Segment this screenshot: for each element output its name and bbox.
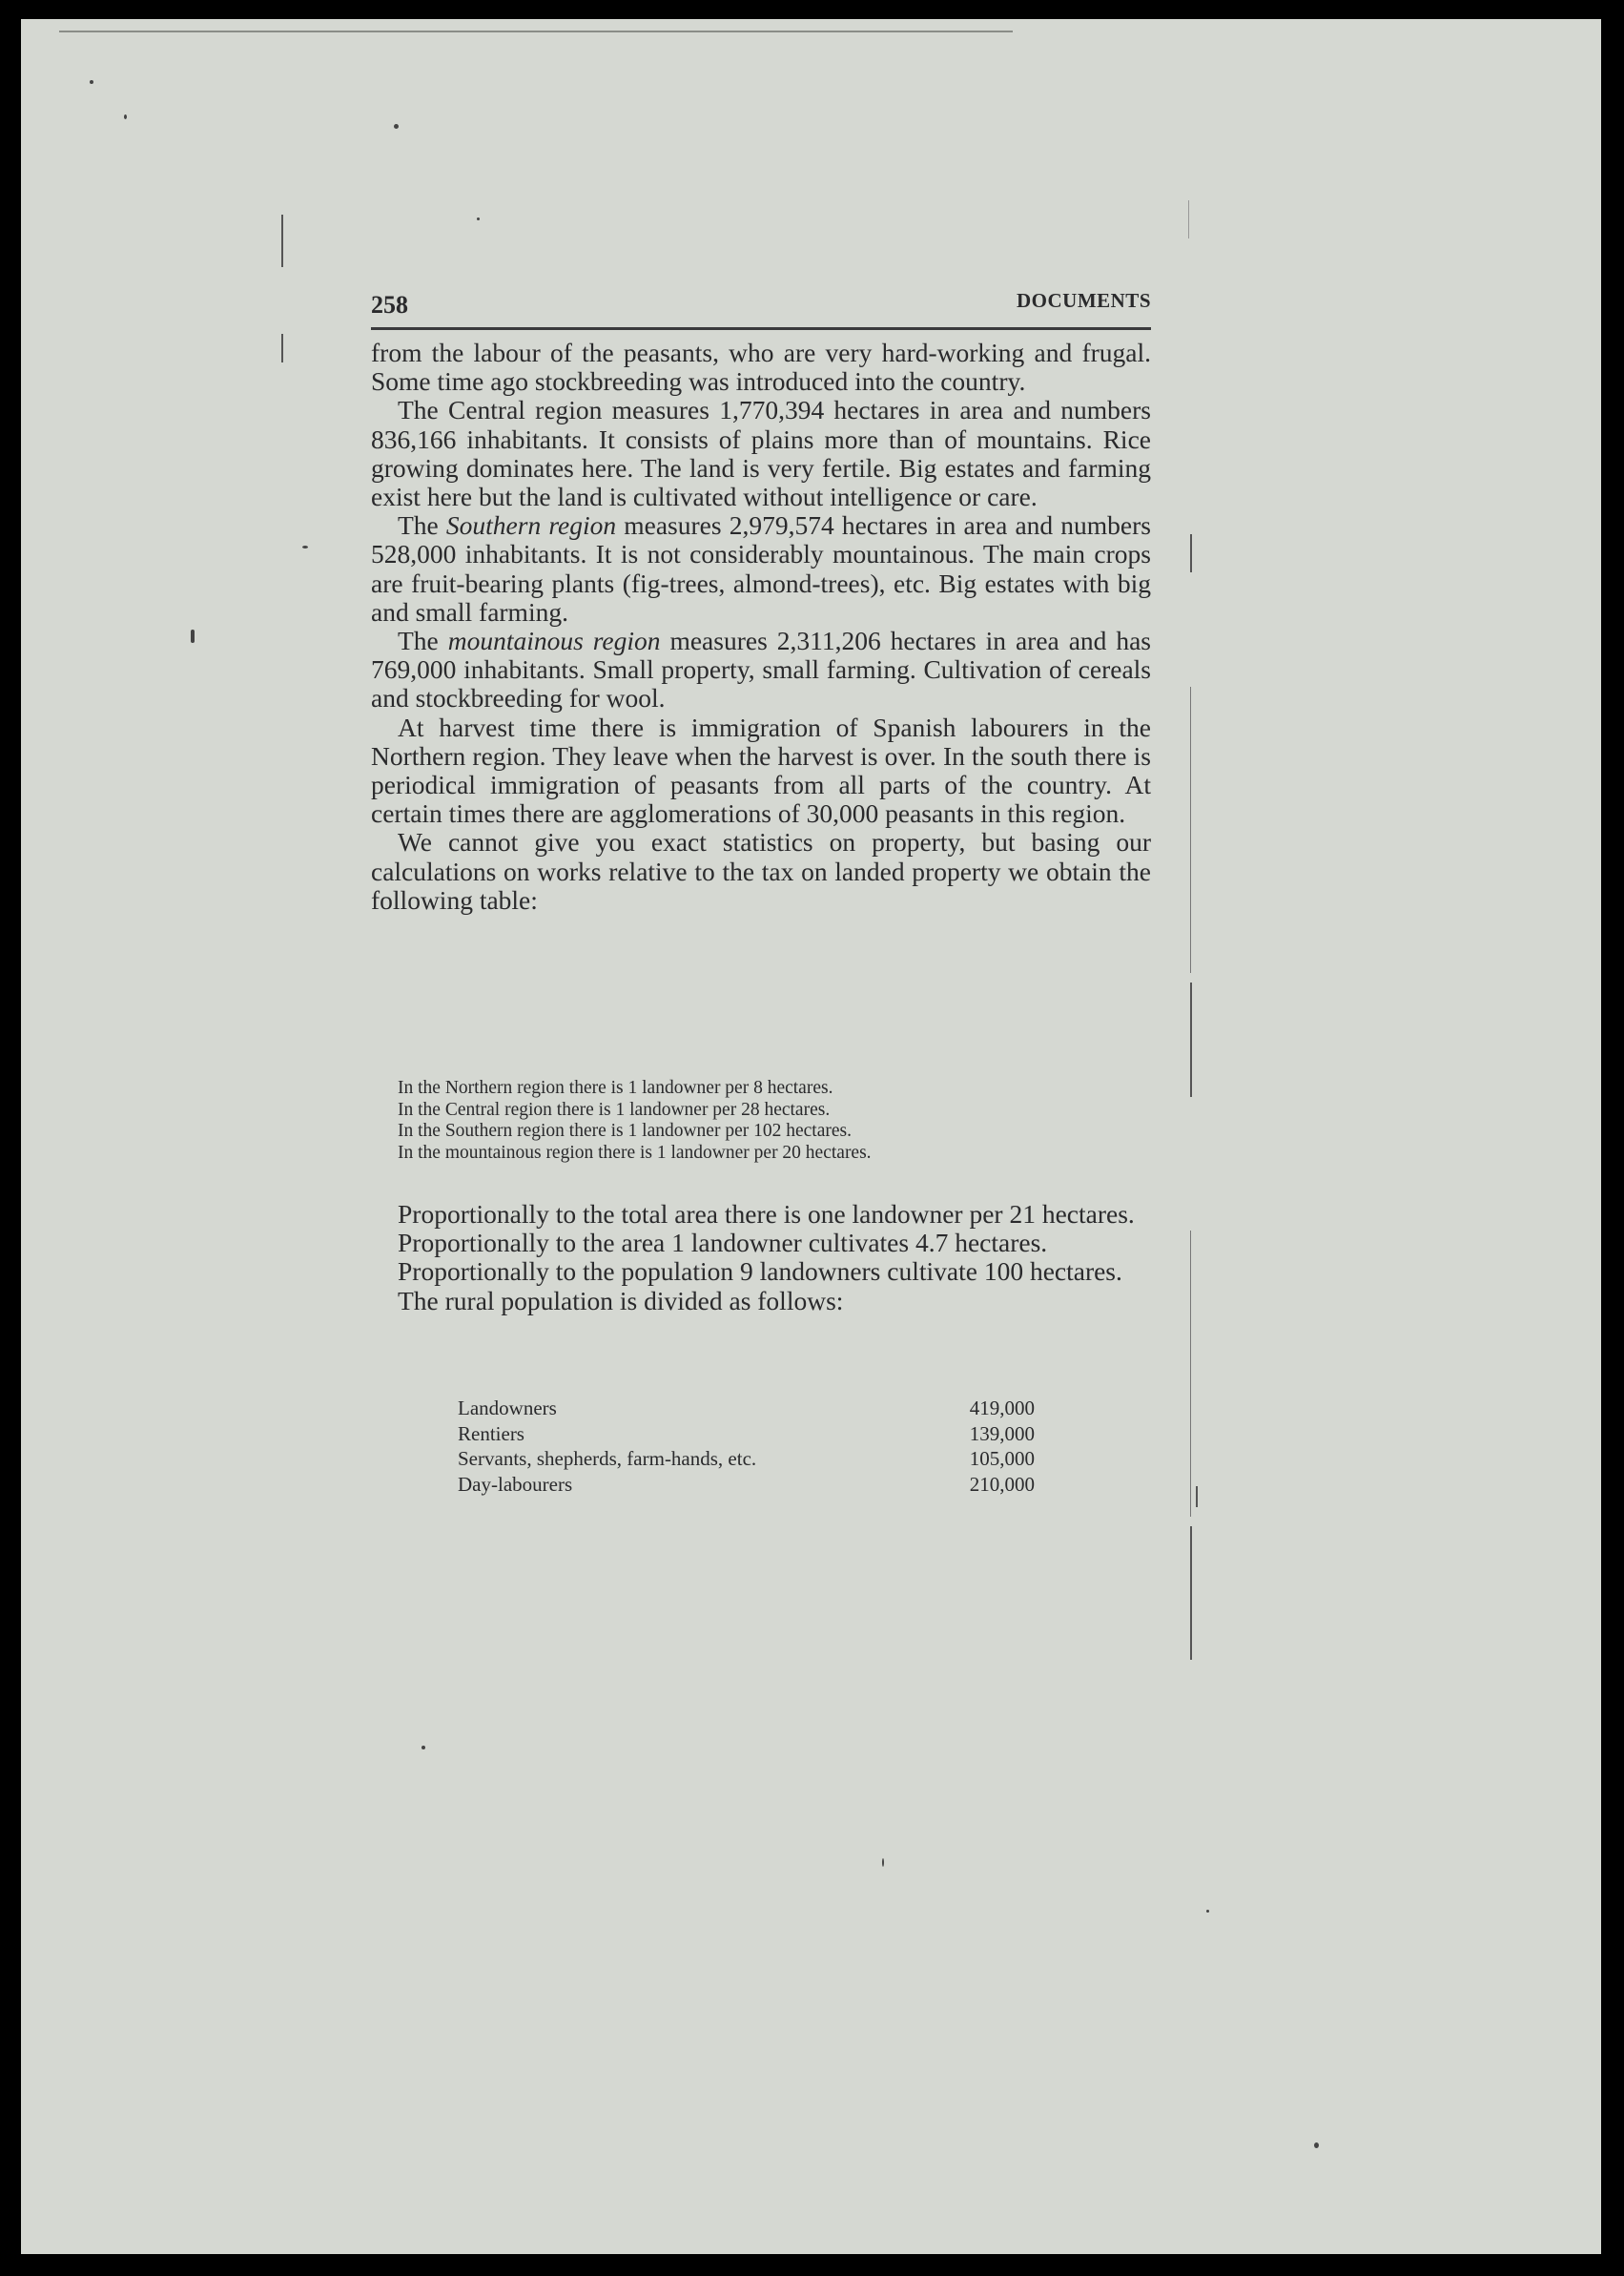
row-value: 105,000 — [969, 1447, 1035, 1470]
paragraph-southern-region: The Southern region measures 2,979,574 hectares in area and numbers 528,000 inhabitants. It is not considerably mountainous. The main crops are fruit-bearing plants (fig-trees, almond-trees), etc. Big estates with big and small farming. — [371, 510, 1151, 627]
top-edge-rule — [59, 31, 1013, 32]
table-row — [458, 1421, 1035, 1447]
margin-mark — [1190, 687, 1191, 973]
region-name: Southern region — [445, 510, 617, 541]
region-name: mountainous region — [447, 626, 661, 656]
paragraph: The Central region measures 1,770,394 hectares in area and numbers 836,166 inhabitants. It consists of plains more than of mountains. Rice growing dominates here. The land is very fertile. Big estates and farming exist here but the land is cultivated without intelligence or care. — [371, 395, 1151, 512]
row-label: Day-labourers — [458, 1472, 573, 1496]
row-value: 210,000 — [969, 1472, 1035, 1496]
page-number: 258 — [371, 291, 408, 319]
row-label: Servants, shepherds, farm-hands, etc. — [458, 1447, 757, 1470]
margin-mark — [1190, 983, 1192, 1097]
paragraph: from the labour of the peasants, who are very hard-working and frugal. Some time ago stockbreeding was introduced into the country. — [371, 338, 1151, 397]
scan-speck — [302, 546, 308, 548]
margin-mark — [1190, 534, 1192, 572]
table-row: In the Northern region there is 1 landowner per 8 hectares. — [398, 1078, 833, 1098]
scan-speck — [191, 630, 195, 643]
paragraph-mountainous-region: The mountainous region measures 2,311,206 hectares in area and has 769,000 inhabitants. Small property, small farming. Cultivation of cereals and stockbreeding for wool. — [371, 626, 1151, 714]
table-row — [458, 1446, 1035, 1472]
row-label: Rentiers — [458, 1421, 524, 1445]
table-row: In the Central region there is 1 landowner per 28 hectares. — [398, 1099, 831, 1120]
population-table — [458, 1396, 1035, 1497]
margin-mark — [1188, 200, 1189, 238]
row-label: Landowners — [458, 1397, 557, 1419]
paragraph: At harvest time there is immigration of Spanish labourers in the Northern region. They leave when the harvest is over. In the south there is periodical immigration of peasants from all parts of the country. At certain times there are agglomerations of 30,000 peasants in this region. — [371, 712, 1151, 829]
row-value: 139,000 — [969, 1421, 1035, 1445]
margin-mark — [1190, 1526, 1192, 1660]
scan-speck — [90, 80, 93, 84]
scan-speck — [421, 1746, 425, 1749]
margin-mark — [281, 215, 283, 267]
body-text — [371, 339, 1151, 915]
body-text-continued — [371, 1200, 1151, 1315]
table-row: In the Southern region there is 1 landowner per 102 hectares. — [398, 1121, 852, 1141]
table-row: In the mountainous region there is 1 landowner per 20 hectares. — [398, 1142, 872, 1163]
scan-speck — [394, 124, 399, 129]
row-value: 419,000 — [969, 1397, 1035, 1419]
scan-speck — [1314, 2142, 1319, 2148]
page-header — [371, 289, 1151, 330]
margin-mark — [281, 334, 283, 362]
paragraph: The rural population is divided as follows: — [398, 1285, 844, 1315]
paragraph: Proportionally to the total area there is one landowner per 21 hectares. — [398, 1199, 1135, 1229]
scan-speck — [1206, 1910, 1209, 1913]
scanned-page — [21, 19, 1601, 2254]
scan-speck — [882, 1858, 884, 1867]
margin-mark — [1196, 1486, 1198, 1507]
scan-speck — [477, 217, 480, 220]
table-row — [458, 1396, 1035, 1421]
scan-speck — [124, 114, 127, 119]
landowner-table — [398, 1078, 1151, 1164]
margin-mark — [1190, 1231, 1191, 1517]
paragraph: Proportionally to the population 9 landowners cultivate 100 hectares. — [398, 1256, 1122, 1287]
table-row — [458, 1472, 1035, 1498]
running-head: DOCUMENTS — [1016, 289, 1151, 312]
paragraph: We cannot give you exact statistics on property, but basing our calculations on works relative to the tax on landed property we obtain the following table: — [371, 827, 1151, 915]
paragraph: Proportionally to the area 1 landowner cultivates 4.7 hectares. — [398, 1228, 1048, 1258]
